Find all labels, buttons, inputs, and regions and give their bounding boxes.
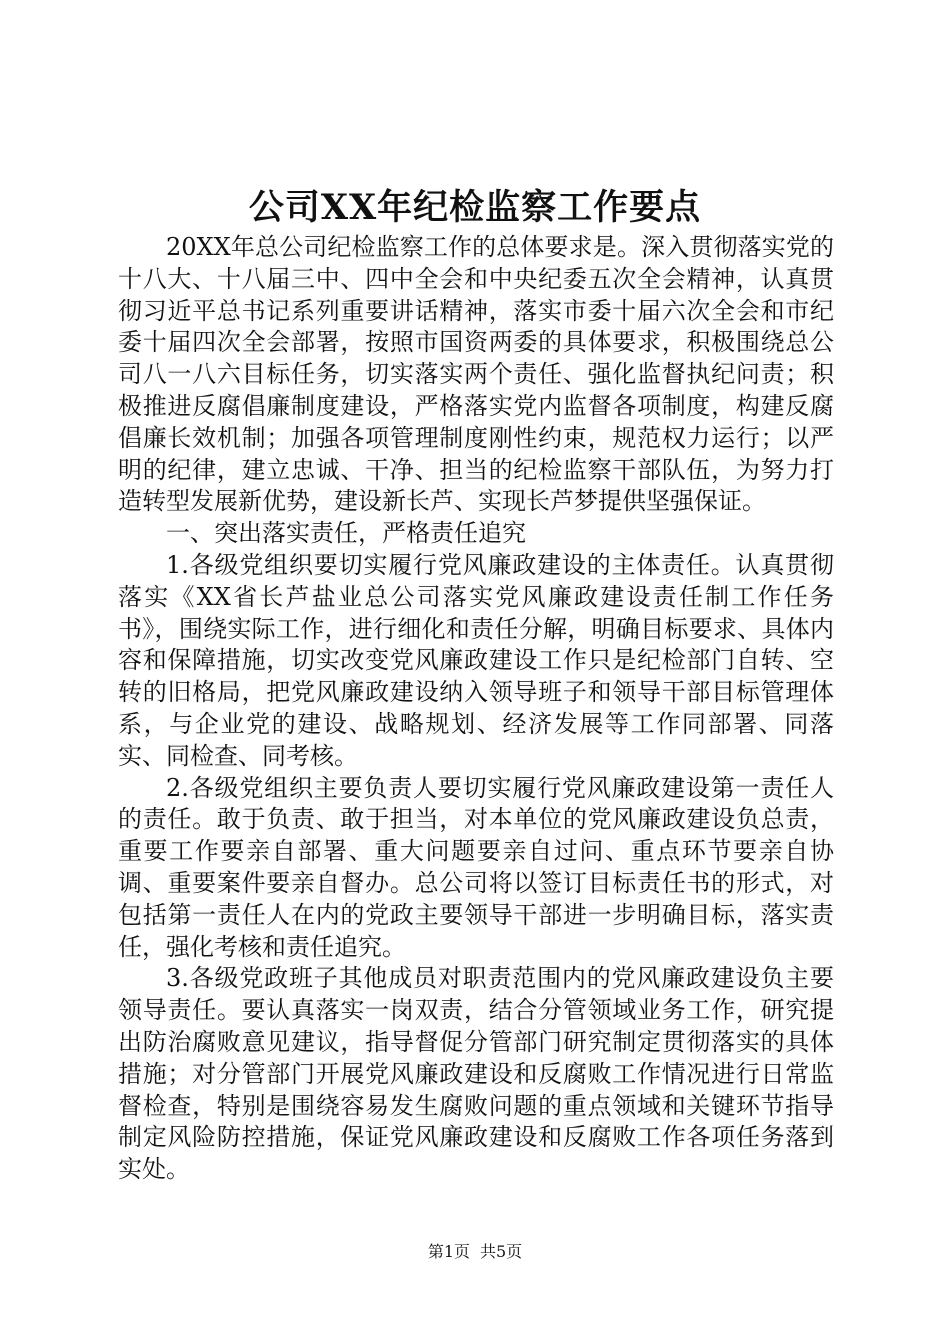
document-title: 公司XX年纪检监察工作要点 [248,187,702,228]
intro-paragraph: 20XX年总公司纪检监察工作的总体要求是。深入贯彻落实党的十八大、十八届三中、四中全会和中央纪委五次全会精神，认真贯彻习近平总书记系列重要讲话精神，落实市委十届六次全会和市纪委十届四次全会部署，按照市国资两委的具体要求，积极围绕总公司八一八六目标任务，切实落实两个责任、强化监督执纪问责；积极推进反腐倡廉制度建设，严格落实党内监督各项制度，构建反腐倡廉长效机制；加强各项管理制度刚性约束，规范权力运行；以严明的纪律，建立忠诚、干净、担当的纪检监察干部队伍，为努力打造转型发展新优势，建设新长芦、实现长芦梦提供坚强保证。 [118,233,834,516]
page-total: 共5页 [480,1242,523,1261]
item-paragraph-3: 3.各级党政班子其他成员对职责范围内的党风廉政建设负主要领导责任。要认真落实一岗双责，结合分管领域业务工作，研究提出防治腐败意见建议，指导督促分管部门研究制定贯彻落实的具体措施；对分管部门开展党风廉政建设和反腐败工作情况进行日常监督检查，特别是围绕容易发生腐败问题的重点领域和关键环节指导制定风险防控措施，保证党风廉政建设和反腐败工作各项任务落到实处。 [118,964,834,1184]
page-number: 第1页 [427,1242,470,1261]
document-body [118,232,834,1186]
section-heading: 一、突出落实责任，严格责任追究 [166,519,526,548]
item-paragraph-1: 1.各级党组织要切实履行党风廉政建设的主体责任。认真贯彻落实《XX省长芦盐业总公司落实党风廉政建设责任制工作任务书》，围绕实际工作，进行细化和责任分解，明确目标要求、具体内容和保障措施，切实改变党风廉政建设工作只是纪检部门自转、空转的旧格局，把党风廉政建设纳入领导班子和领导干部目标管理体系，与企业党的建设、战略规划、经济发展等工作同部署、同落实、同检查、同考核。 [118,550,834,770]
page-footer [0,1240,950,1264]
item-paragraph-2: 2.各级党组织主要负责人要切实履行党风廉政建设第一责任人的责任。敢于负责、敢于担当，对本单位的党风廉政建设负总责，重要工作要亲自部署、重大问题要亲自过问、重点环节要亲自协调、重要案件要亲自督办。总公司将以签订目标责任书的形式，对包括第一责任人在内的党政主要领导干部进一步明确目标，落实责任，强化考核和责任追究。 [118,773,834,961]
